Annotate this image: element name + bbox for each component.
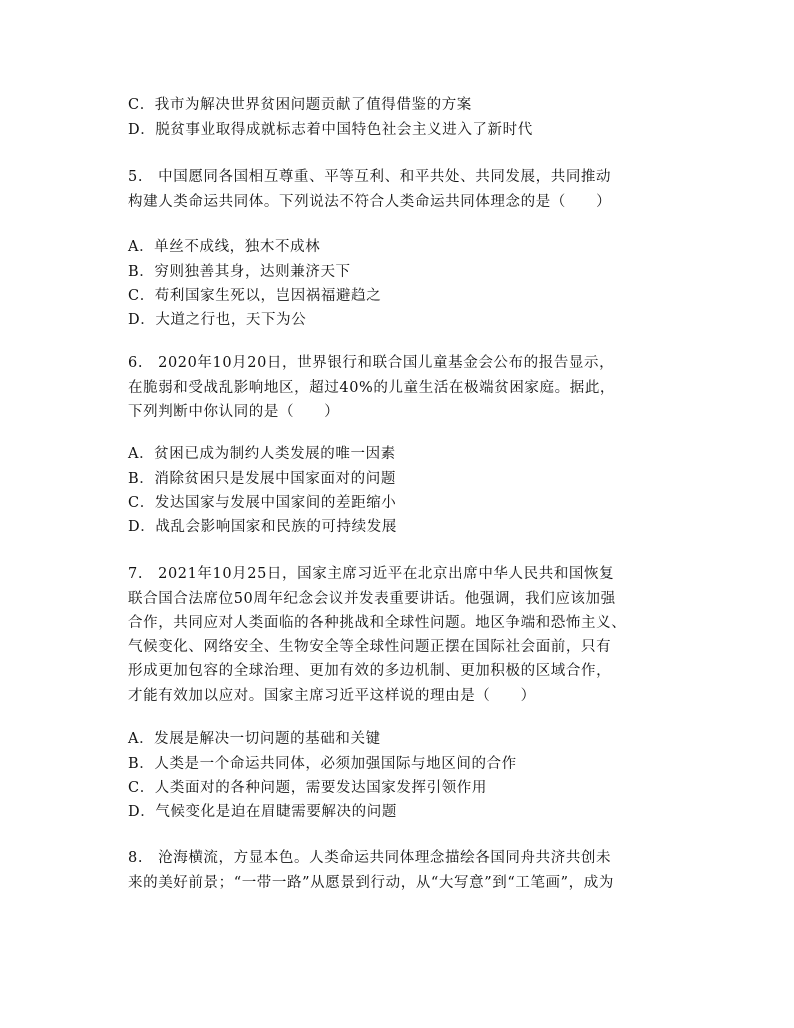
question-7-stem: 才能有效加以应对。国家主席习近平这样说的理由是（ ） (128, 688, 536, 704)
option-line: B．消除贫困只是发展中国家面对的问题 (128, 471, 396, 487)
question-5-stem: 构建人类命运共同体。下列说法不符合人类命运共同体理念的是（ ） (128, 194, 612, 210)
option-line: C．苟利国家生死以，岂因祸福避趋之 (128, 288, 382, 304)
option-line: C．人类面对的各种问题，需要发达国家发挥引领作用 (128, 780, 487, 796)
question-7-stem: 合作，共同应对人类面临的各种挑战和全球性问题。地区争端和恐怖主义、 (128, 615, 627, 631)
option-line: D．气候变化是迫在眉睫需要解决的问题 (128, 804, 397, 820)
question-7-stem: 形成更加包容的全球治理、更加有效的多边机制、更加积极的区域合作， (128, 663, 612, 679)
option-line: B．穷则独善其身，达则兼济天下 (128, 264, 351, 280)
question-8-stem: 来的美好前景；“一带一路”从愿景到行动，从“大写意”到“工笔画”，成为 (128, 875, 614, 891)
question-6-stem: 在脆弱和受战乱影响地区，超过40%的儿童生活在极端贫困家庭。据此， (128, 380, 616, 396)
question-7-stem: 气候变化、网络安全、生物安全等全球性问题正摆在国际社会面前，只有 (128, 639, 612, 655)
option-line: C．发达国家与发展中国家间的差距缩小 (128, 495, 397, 511)
option-line: D．大道之行也，天下为公 (128, 312, 307, 328)
option-line: A．贫困已成为制约人类发展的唯一因素 (128, 446, 396, 462)
option-line: D．脱贫事业取得成就标志着中国特色社会主义进入了新时代 (128, 122, 533, 138)
option-line: C．我市为解决世界贫困问题贡献了值得借鉴的方案 (128, 97, 472, 113)
question-6-stem: 6. 2020年10月20日，世界银行和联合国儿童基金会公布的报告显示， (128, 355, 615, 371)
option-line: A．单丝不成线，独木不成林 (128, 239, 321, 255)
question-8-stem: 8. 沧海横流，方显本色。人类命运共同体理念描绘各国同舟共济共创未 (128, 850, 612, 866)
question-6-stem: 下列判断中你认同的是（ ） (128, 404, 340, 420)
option-line: A．发展是解决一切问题的基础和关键 (128, 731, 381, 747)
question-7-stem: 7. 2021年10月25日，国家主席习近平在北京出席中华人民共和国恢复 (128, 566, 615, 582)
question-7-stem: 联合国合法席位50周年纪念会议并发表重要讲话。他强调，我们应该加强 (128, 591, 616, 607)
option-line: D．战乱会影响国家和民族的可持续发展 (128, 519, 397, 535)
question-5-stem: 5. 中国愿同各国相互尊重、平等互利、和平共处、共同发展，共同推动 (128, 169, 612, 185)
option-line: B．人类是一个命运共同体，必须加强国际与地区间的合作 (128, 756, 517, 772)
